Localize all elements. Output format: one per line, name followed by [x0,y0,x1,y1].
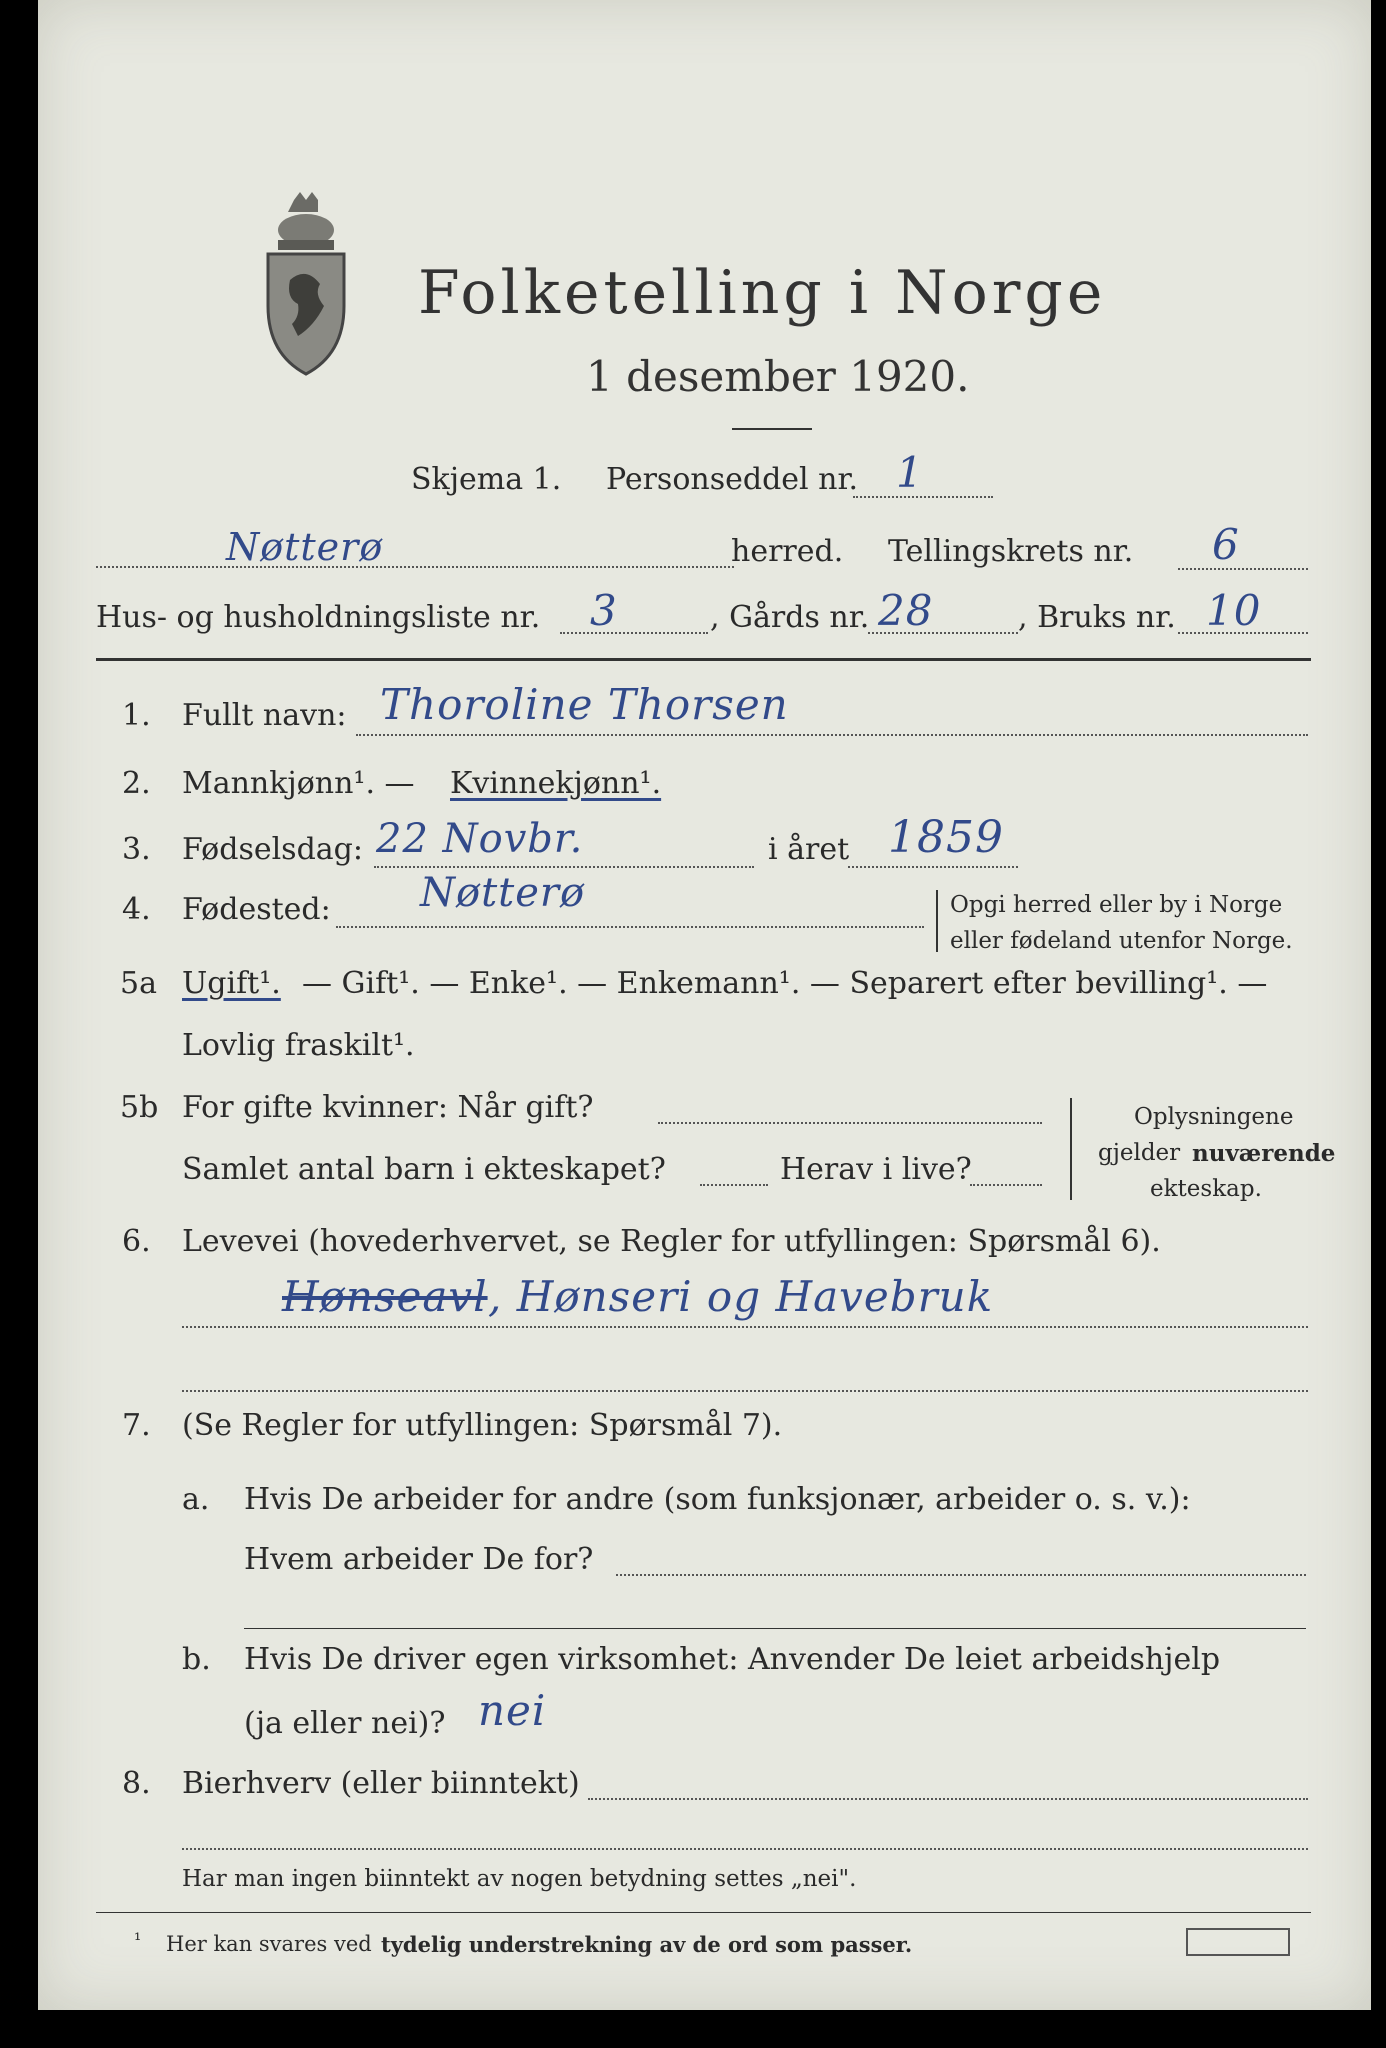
q8-line1 [588,1798,1308,1800]
tellingskrets-value[interactable]: 6 [1212,520,1240,569]
q5b-alive-line [970,1184,1042,1186]
q4-number: 4. [122,892,151,927]
q8-number: 8. [122,1766,151,1801]
q4-label: Fødested: [182,892,331,927]
bruks-value[interactable]: 10 [1206,586,1262,635]
q1-line [356,734,1308,736]
q7a-line1: Hvis De arbeider for andre (som funksjonær, arbeider o. s. v.): [244,1482,1191,1517]
q5b-line2a: Samlet antal barn i ekteskapet? [182,1152,666,1187]
tellingskrets-line [1178,568,1308,570]
q5a-number: 5a [120,966,157,1001]
q2-number: 2. [122,766,151,801]
q7-number: 7. [122,1408,151,1443]
q5b-children-line [700,1184,768,1186]
q5a-line2[interactable]: Lovlig fraskilt¹. [182,1028,415,1063]
q5b-note-line2a: gjelder [1098,1140,1181,1166]
q6-line2 [182,1390,1308,1392]
q6-label: Levevei (hovederhvervet, se Regler for utfyllingen: Spørsmål 6). [182,1224,1161,1259]
q5b-line2b: Herav i live? [780,1152,972,1187]
full-name-value[interactable]: Thoroline Thorsen [380,680,789,729]
hired-help-value[interactable]: nei [478,1686,547,1735]
tellingskrets-label: Tellingskrets nr. [888,534,1134,569]
q2-kvinnekjonn-underlined[interactable]: Kvinnekjønn¹. [450,766,662,801]
footer-rule [96,1912,1311,1913]
footnote-text: Her kan svares ved [166,1932,372,1956]
q3-line [374,866,754,868]
footnote-mark: ¹ [134,1930,142,1951]
q7b-line1: Hvis De driver egen virksomhet: Anvender De leiet arbeidshjelp [244,1642,1221,1677]
birth-year-value[interactable]: 1859 [888,812,1004,863]
skjema-label: Skjema 1. [411,462,562,497]
q3-label: Fødselsdag: [182,832,363,867]
q7a-line2: Hvem arbeider De for? [244,1542,594,1577]
herred-label: herred. [731,534,844,569]
printer-stamp [1186,1928,1290,1956]
q5b-note-line1: Oplysningene [1134,1104,1294,1130]
occupation-struck-value[interactable]: Hønseavl [282,1272,488,1321]
q7-label: (Se Regler for utfyllingen: Spørsmål 7). [182,1408,783,1443]
hus-value[interactable]: 3 [590,586,618,635]
q7a-employer-line [616,1574,1306,1576]
q5a-ugift-underlined[interactable]: Ugift¹. [182,966,281,1001]
occupation-value[interactable]: , Hønseri og Havebruk [488,1272,994,1321]
gards-label: , Gårds nr. [710,600,870,635]
personseddel-label: Personseddel nr. [606,462,859,497]
q6-line1 [182,1326,1308,1328]
herred-line [96,566,734,568]
norwegian-coat-of-arms-icon [256,190,356,380]
census-form-page [38,0,1371,2010]
q2-mannkjonn[interactable]: Mannkjønn¹. — [182,766,415,801]
q4-note-line1: Opgi herred eller by i Norge [950,892,1283,918]
q8-line2 [182,1848,1308,1850]
q6-number: 6. [122,1224,151,1259]
q5b-married-line [658,1122,1042,1124]
form-title: Folketelling i Norge [418,258,1107,328]
q7b-line2: (ja eller nei)? [244,1706,446,1741]
header-divider [96,658,1311,661]
q5a-options[interactable]: — Gift¹. — Enke¹. — Enkemann¹. — Separert efter bevilling¹. — [302,966,1268,1001]
q5b-line1: For gifte kvinner: Når gift? [182,1090,594,1125]
census-date: 1 desember 1920. [586,352,970,401]
q1-label: Fullt navn: [182,698,347,733]
q5b-note-brace [1070,1098,1072,1200]
herred-value[interactable]: Nøtterø [226,525,384,569]
personseddel-value[interactable]: 1 [896,448,924,497]
birthplace-value[interactable]: Nøtterø [420,870,586,916]
gards-value[interactable]: 28 [878,586,934,635]
q5b-note-line3: ekteskap. [1150,1176,1262,1202]
q4-note-line2: eller fødeland utenfor Norge. [950,928,1293,954]
q5b-note-line2b: nuværende [1192,1140,1336,1167]
hus-line [560,632,708,634]
q7a-letter: a. [182,1482,210,1517]
title-rule [732,428,812,430]
bruks-label: , Bruks nr. [1018,600,1176,635]
hus-label: Hus- og husholdningsliste nr. [96,600,541,635]
q7a-extra-line [244,1628,1306,1629]
q3-aret-label: i året [768,832,850,867]
q3-number: 3. [122,832,151,867]
q3-aret-line [848,866,1018,868]
q4-note-brace [936,890,938,952]
q4-line [336,926,924,928]
q1-number: 1. [122,698,151,733]
footer-note: Har man ingen biinntekt av nogen betydning settes „nei". [182,1866,857,1892]
birthday-value[interactable]: 22 Novbr. [376,816,584,862]
q8-label: Bierhverv (eller biinntekt) [182,1766,580,1801]
q5b-number: 5b [120,1090,159,1125]
footnote-emphasis: tydelig understrekning av de ord som passer. [381,1932,913,1957]
q7b-letter: b. [182,1642,211,1677]
